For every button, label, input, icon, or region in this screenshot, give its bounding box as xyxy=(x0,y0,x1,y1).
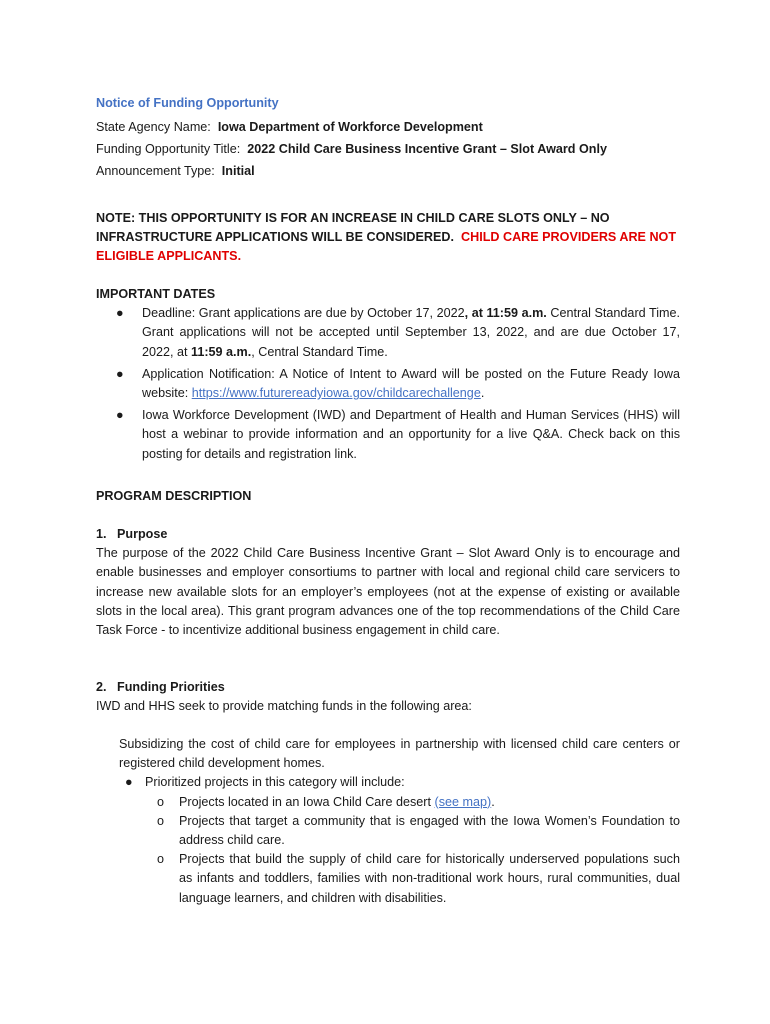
note-text: NOTE: THIS OPPORTUNITY IS FOR AN INCREASE IN CHILD CARE SLOTS ONLY – NO INFRASTRUCTURE APPLICATIONS WILL BE CONSIDERED. xyxy=(96,211,610,245)
funding-priorities-intro: IWD and HHS seek to provide matching funds in the following area: xyxy=(96,699,472,714)
agency-value: Iowa Department of Workforce Development xyxy=(217,120,483,134)
bullet-icon: ● xyxy=(125,775,133,790)
sub-item-text: Projects that target a community that is engaged with the Iowa Women’s Foundation to address child care. xyxy=(179,813,680,848)
see-map-link[interactable]: (see map) xyxy=(434,794,492,809)
notification-end: . xyxy=(480,386,485,401)
list-item xyxy=(119,773,680,792)
bullet-icon: ● xyxy=(116,408,124,423)
bullet-icon: ● xyxy=(116,366,124,381)
subsidizing-text: Subsidizing the cost of child care for employees in partnership with licensed child care centers or registered child development homes. xyxy=(119,737,680,771)
list-item xyxy=(96,406,680,464)
notice-meta xyxy=(96,118,680,184)
circle-bullet-icon: o xyxy=(157,813,165,828)
priority-sublist xyxy=(119,793,680,908)
deadline-text-1: Deadline: Grant applications are due by October 17, 2022 xyxy=(142,306,465,321)
circle-bullet-icon: o xyxy=(157,794,165,809)
announcement-label: Announcement Type: xyxy=(96,164,215,178)
sub-item-text: Projects located in an Iowa Child Care desert xyxy=(179,794,435,809)
purpose-section xyxy=(96,525,680,640)
eligibility-note xyxy=(96,209,680,267)
sub-item-end: . xyxy=(491,794,495,809)
notification-text: Application Notification: A Notice of Intent to Award will be posted on the Future Ready Iowa website: xyxy=(142,366,680,401)
list-item xyxy=(96,365,680,403)
announcement-value: Initial xyxy=(221,164,255,178)
important-dates-section xyxy=(96,285,680,467)
bullet-icon: ● xyxy=(116,306,124,321)
future-ready-iowa-link[interactable]: https://www.futurereadyiowa.gov/childcarechallenge xyxy=(191,386,481,401)
prioritized-list xyxy=(119,773,680,792)
list-item xyxy=(157,793,680,812)
subsidizing-section xyxy=(119,735,680,908)
deadline-bold-2: 11:59 a.m. xyxy=(191,344,252,359)
funding-priorities-heading: 2. Funding Priorities xyxy=(96,680,225,694)
funding-title-row xyxy=(96,140,680,162)
deadline-bold-1: , at 11:59 a.m. xyxy=(464,306,547,321)
webinar-text: Iowa Workforce Development (IWD) and Department of Health and Human Services (HHS) will host a webinar to provide information and an opportunity for a live Q&A. Check back on this posting for details and registration link. xyxy=(142,408,680,461)
deadline-text-3: , Central Standard Time. xyxy=(251,344,388,359)
funding-title-value: 2022 Child Care Business Incentive Grant – Slot Award Only xyxy=(247,142,607,156)
agency-label: State Agency Name: xyxy=(96,120,211,134)
important-dates-list xyxy=(96,304,680,464)
list-item xyxy=(96,304,680,362)
list-item xyxy=(157,812,680,850)
announcement-row xyxy=(96,162,680,184)
purpose-text: The purpose of the 2022 Child Care Business Incentive Grant – Slot Award Only is to encourage and enable businesses and employer consortiums to partner with local and regional child care servicers to increase new available slots for an employer’s employees (not at the expense of existing or available slots in the local area). This grant program advances one of the top recommendations of the Child Care Task Force - to incentivize additional business engagement in child care. xyxy=(96,546,680,638)
list-item xyxy=(157,850,680,908)
notice-title: Notice of Funding Opportunity xyxy=(96,96,279,110)
purpose-heading: 1. Purpose xyxy=(96,527,168,541)
circle-bullet-icon: o xyxy=(157,852,165,867)
program-description-heading: PROGRAM DESCRIPTION xyxy=(96,489,252,503)
deadline-text-2: Central Standard Time. Grant applications will not be accepted until September 13, 2022, and are due October 17, 2022, at xyxy=(142,306,680,359)
prioritized-label: Prioritized projects in this category will include: xyxy=(145,775,405,790)
funding-priorities-section xyxy=(96,678,680,716)
note-warning: CHILD CARE PROVIDERS ARE NOT ELIGIBLE APPLICANTS. xyxy=(96,230,677,264)
sub-item-text: Projects that build the supply of child care for historically underserved populations such as infants and toddlers, families with non-traditional work hours, rural communities, dual language learners, and children with disabilities. xyxy=(179,852,680,905)
funding-title-label: Funding Opportunity Title: xyxy=(96,142,241,156)
agency-row xyxy=(96,118,680,140)
important-dates-heading: IMPORTANT DATES xyxy=(96,287,216,301)
